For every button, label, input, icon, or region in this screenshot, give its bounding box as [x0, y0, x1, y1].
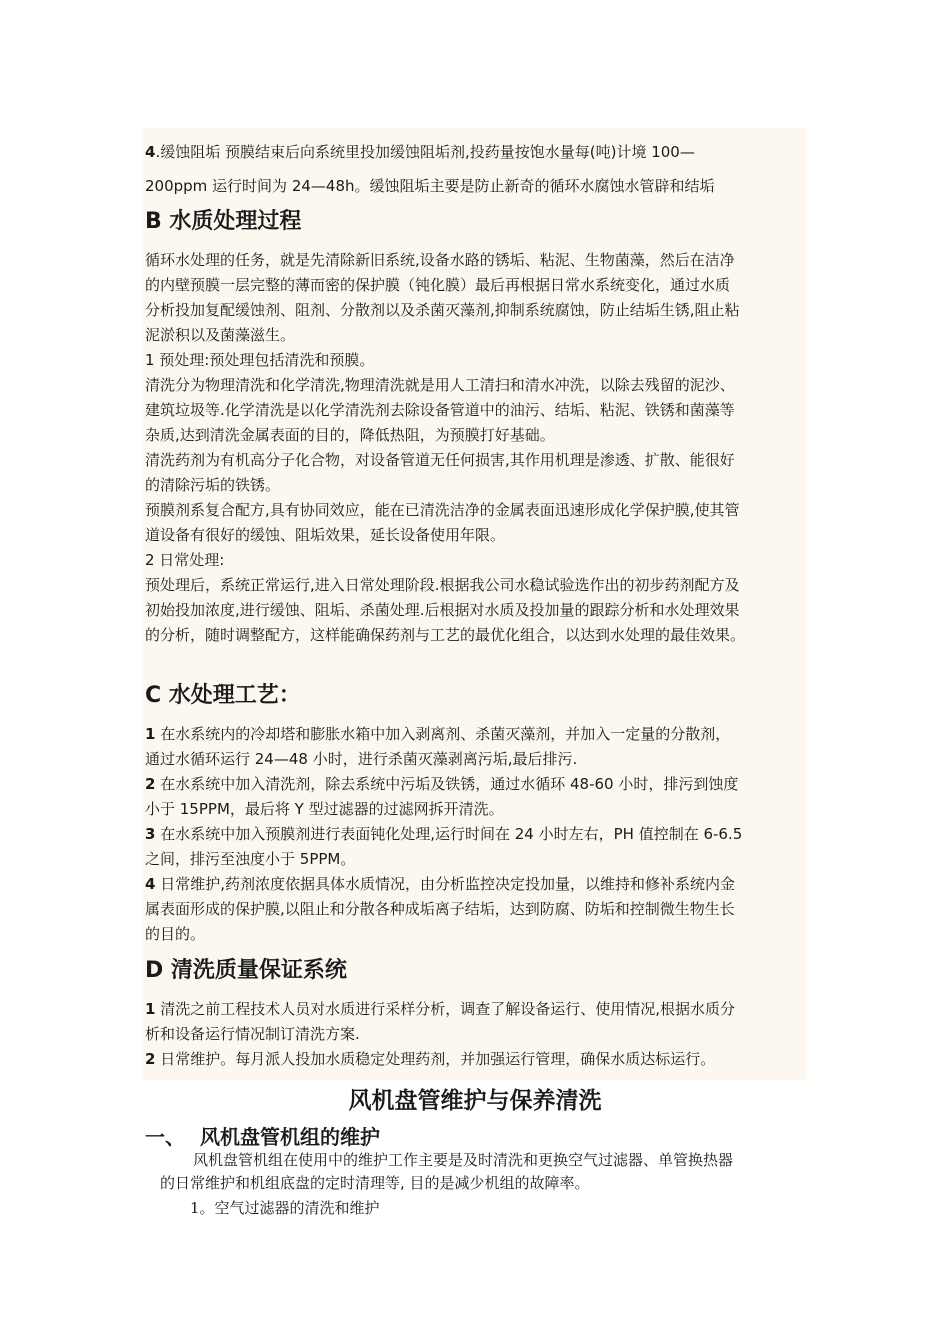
- step-number: 1: [145, 725, 156, 743]
- section-c-step-3: [145, 822, 742, 847]
- section-b-intro-line: 循环水处理的任务，就是先清除新旧系统,设备水路的锈垢、粘泥、生物菌藻，然后在洁净: [145, 251, 735, 269]
- fan-coil-subheading-1: 1。空气过滤器的清洗和维护: [190, 1199, 380, 1217]
- section-b-heading: B 水质处理过程: [145, 209, 302, 234]
- fan-coil-para-line: 的日常维护和机组底盘的定时清理等, 目的是减少机组的故障率。: [160, 1174, 590, 1192]
- section-c-step-2-cont: 小于 15PPM，最后将 Y 型过滤器的过滤网拆开清洗。: [145, 800, 504, 818]
- daily-para-line: 预处理后，系统正常运行,进入日常处理阶段.根据我公司水稳试验选作出的初步药剂配方及: [145, 576, 740, 594]
- cleaning-para-line: 清洗分为物理清洗和化学清洗,物理清洗就是用人工清扫和清水冲洗，以除去残留的泥沙、: [145, 376, 735, 394]
- step-text: 在水系统内的冷却塔和膨胀水箱中加入剥离剂、杀菌灭藻剂，并加入一定量的分散剂，: [160, 725, 731, 743]
- item-number: 4: [145, 143, 156, 161]
- section-c-step-3-cont: 之间，排污至浊度小于 5PPM。: [145, 850, 356, 868]
- section-c-step-1: [145, 722, 730, 747]
- agent-para-line: 的清除污垢的铁锈。: [145, 476, 281, 494]
- step-text: 在水系统中加入预膜剂进行表面钝化处理,运行时间在 24 小时左右，PH 值控制在 6-6.5: [160, 825, 743, 843]
- section-b-intro-line: 分析投加复配缓蚀剂、阻剂、分散剂以及杀菌灭藻剂,抑制系统腐蚀，防止结垢生锈,阻止粘: [145, 301, 740, 319]
- step-number: 1: [145, 1000, 156, 1018]
- section-c-step-2: [145, 772, 738, 797]
- item-4-line-2: 200ppm 运行时间为 24—48h。缓蚀阻垢主要是防止新奇的循环水腐蚀水管辟和结垢: [145, 177, 715, 195]
- section-b-intro-line: 泥淤积以及菌藻滋生。: [145, 326, 296, 344]
- step-text: 在水系统中加入清洗剂，除去系统中污垢及铁锈，通过水循环 48-60 小时，排污到蚀度: [160, 775, 739, 793]
- section-b-item-2-title: 2 日常处理:: [145, 551, 225, 569]
- agent-para-line: 清洗药剂为有机高分子化合物，对设备管道无任何损害,其作用机理是渗透、扩散、能很好: [145, 451, 735, 469]
- section-c-step-4: [145, 872, 735, 897]
- fan-coil-title: 风机盘管维护与保养清洗: [348, 1088, 602, 1114]
- item-4-line-1: [145, 140, 695, 165]
- step-text: 清洗之前工程技术人员对水质进行采样分析，调查了解设备运行、使用情况,根据水质分: [160, 1000, 735, 1018]
- step-text: 日常维护。每月派人投加水质稳定处理药剂，并加强运行管理，确保水质达标运行。: [160, 1050, 716, 1068]
- daily-para-line: 的分析，随时调整配方，这样能确保药剂与工艺的最优化组合，以达到水处理的最佳效果。: [145, 626, 746, 644]
- film-para-line: 预膜剂系复合配方,具有协同效应，能在已清洗洁净的金属表面迅速形成化学保护膜,使其管: [145, 501, 740, 519]
- step-text: 日常维护,药剂浓度依据具体水质情况，由分析监控决定投加量，以维持和修补系统内金: [160, 875, 735, 893]
- section-d-step-1: [145, 997, 735, 1022]
- section-c-step-4-cont: 属表面形成的保护膜,以阻止和分散各种成垢离子结垢，达到防腐、防垢和控制微生物生长: [145, 900, 735, 918]
- fan-coil-para-line: 风机盘管机组在使用中的维护工作主要是及时清洗和更换空气过滤器、单管换热器: [193, 1151, 734, 1169]
- section-d-heading: D 清洗质量保证系统: [145, 958, 347, 983]
- film-para-line: 道设备有很好的缓蚀、阻垢效果，延长设备使用年限。: [145, 526, 506, 544]
- item-text: .缓蚀阻垢 预膜结束后向系统里投加缓蚀阻垢剂,投药量按饱水量每(吨)计境 100—: [155, 143, 695, 161]
- section-c-step-4-cont: 的目的。: [145, 925, 206, 943]
- section-c-step-1-cont: 通过水循环运行 24—48 小时，进行杀菌灭藻剥离污垢,最后排污.: [145, 750, 578, 768]
- section-b-intro-line: 的内壁预膜一层完整的薄而密的保护膜（钝化膜）最后再根据日常水系统变化，通过水质: [145, 276, 731, 294]
- section-b-item-1-title: 1 预处理:预处理包括清洗和预膜。: [145, 351, 375, 369]
- step-number: 3: [145, 825, 156, 843]
- daily-para-line: 初始投加浓度,进行缓蚀、阻垢、杀菌处理.后根据对水质及投加量的跟踪分析和水处理效果: [145, 601, 740, 619]
- section-d-step-1-cont: 析和设备运行情况制订清洗方案.: [145, 1025, 360, 1043]
- fan-coil-section-number: 一、: [145, 1125, 185, 1149]
- step-number: 2: [145, 775, 156, 793]
- cleaning-para-line: 建筑垃圾等.化学清洗是以化学清洗剂去除设备管道中的油污、结垢、粘泥、铁锈和菌藻等: [145, 401, 735, 419]
- cleaning-para-line: 杂质,达到清洗金属表面的目的，降低热阻，为预膜打好基础。: [145, 426, 555, 444]
- section-d-step-2: [145, 1047, 715, 1072]
- section-c-heading: C 水处理工艺：: [145, 683, 301, 708]
- step-number: 4: [145, 875, 156, 893]
- fan-coil-section-title: 风机盘管机组的维护: [200, 1125, 380, 1149]
- step-number: 2: [145, 1050, 156, 1068]
